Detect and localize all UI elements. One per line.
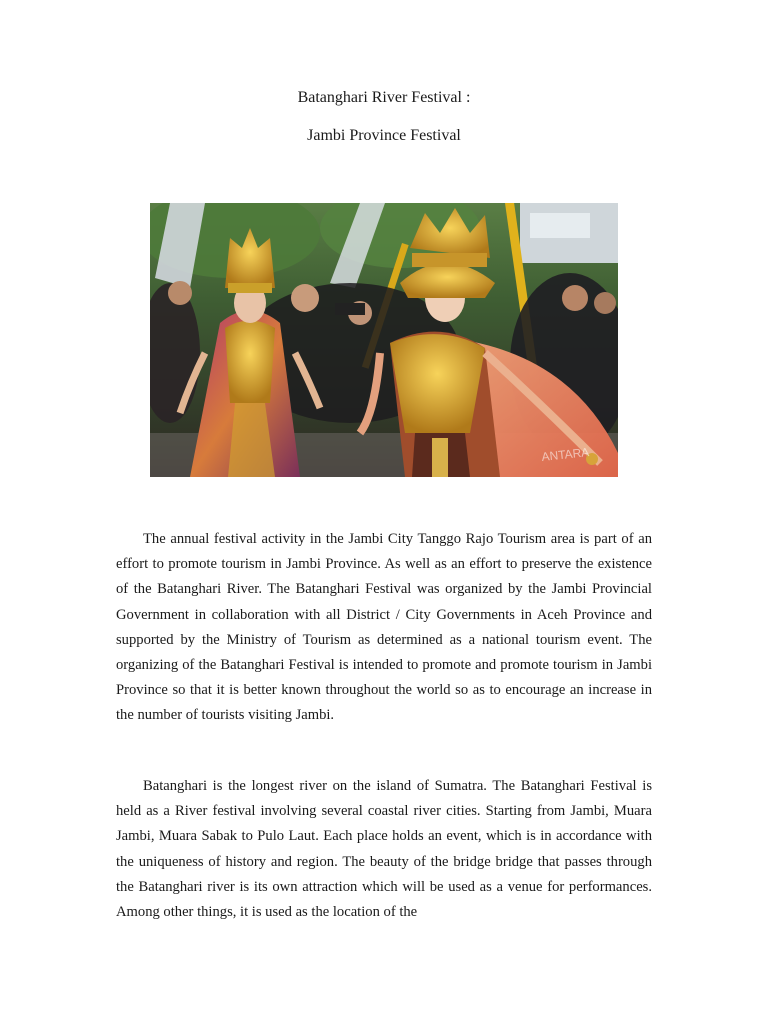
body-paragraph-2: Batanghari is the longest river on the island of Sumatra. The Batanghari Festival is held as a River festival involving several coastal river cities. Starting from Jambi, Muara Jambi, Muara Sabak to Pulo Laut. Each place holds an event, which is in accordance with the uniqueness of history and region. The beauty of the bridge bridge that passes through the Batanghari river is its own attraction which will be used as a venue for performances. Among other things, it is used as the location of the xyxy=(116,778,652,921)
body-paragraph-1: The annual festival activity in the Jambi City Tanggo Rajo Tourism area is part of an effort to promote tourism in Jambi Province. As well as an effort to preserve the existence of the Batanghari River. The Batanghari Festival was organized by the Jambi Provincial Government in collaboration with all District / City Governments in Aceh Province and supported by the Ministry of Tourism as determined as a national tourism event. The organizing of the Batanghari Festival is intended to promote and promote tourism in Jambi Province so that it is better known throughout the world so as to encourage an increase in the number of tourists visiting Jambi. xyxy=(116,531,652,724)
document-subtitle: Jambi Province Festival xyxy=(307,127,461,144)
document-title: Batanghari River Festival : xyxy=(297,89,471,106)
watermark-text: ANTARA xyxy=(540,445,590,464)
festival-photo xyxy=(150,203,618,477)
